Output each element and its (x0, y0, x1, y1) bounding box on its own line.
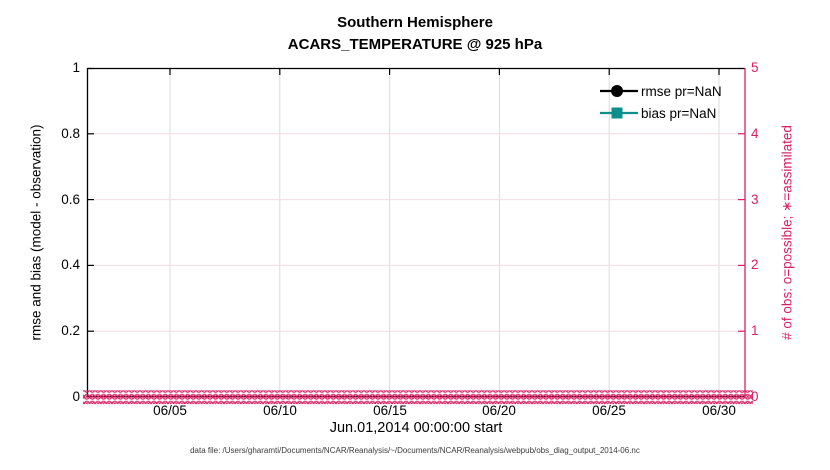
right-tick-5: 5 (751, 60, 759, 75)
datafile-footnote: data file: /Users/gharamti/Documents/NCAR/Reanalysis/~/Documents/NCAR/Reanalysis/webpub/obs_diag_output_2014-06.nc (190, 446, 640, 455)
legend-rmse-marker (600, 85, 638, 97)
right-tick-4: 4 (751, 126, 759, 141)
vertical-gridlines (170, 69, 719, 397)
legend-label-rmse: rmse pr=NaN (641, 84, 722, 99)
legend-bias-marker (600, 108, 638, 119)
right-tick-0: 0 (751, 389, 759, 404)
x-tick-5: 06/30 (702, 403, 736, 418)
chart-title: Southern Hemisphere (337, 14, 493, 31)
x-tick-3: 06/20 (482, 403, 516, 418)
chart-subtitle: ACARS_TEMPERATURE @ 925 hPa (287, 36, 543, 53)
x-tick-2: 06/15 (373, 403, 407, 418)
x-tick-0: 06/05 (153, 403, 187, 418)
right-tick-3: 3 (751, 192, 759, 207)
left-tick-2: 0.4 (61, 257, 80, 272)
x-axis-label: Jun.01,2014 00:00:00 start (329, 420, 503, 436)
right-axis-label: # of obs: o=possible; ∗=assimilated (779, 125, 795, 340)
left-axis-label: rmse and bias (model - observation) (28, 124, 44, 341)
right-tick-1: 1 (751, 323, 759, 338)
horizontal-gridlines (88, 134, 745, 331)
right-axis-ticks (738, 69, 745, 397)
x-tick-4: 06/25 (592, 403, 626, 418)
legend-label-bias: bias pr=NaN (641, 106, 717, 121)
left-tick-1: 0.2 (61, 323, 80, 338)
left-tick-4: 0.8 (61, 126, 80, 141)
left-axis-ticks (88, 69, 95, 332)
right-tick-2: 2 (751, 257, 759, 272)
x-tick-1: 06/10 (263, 403, 297, 418)
left-tick-0: 0 (72, 389, 80, 404)
left-tick-5: 1 (72, 60, 80, 75)
top-axis-ticks (170, 69, 719, 76)
left-tick-3: 0.6 (61, 192, 80, 207)
